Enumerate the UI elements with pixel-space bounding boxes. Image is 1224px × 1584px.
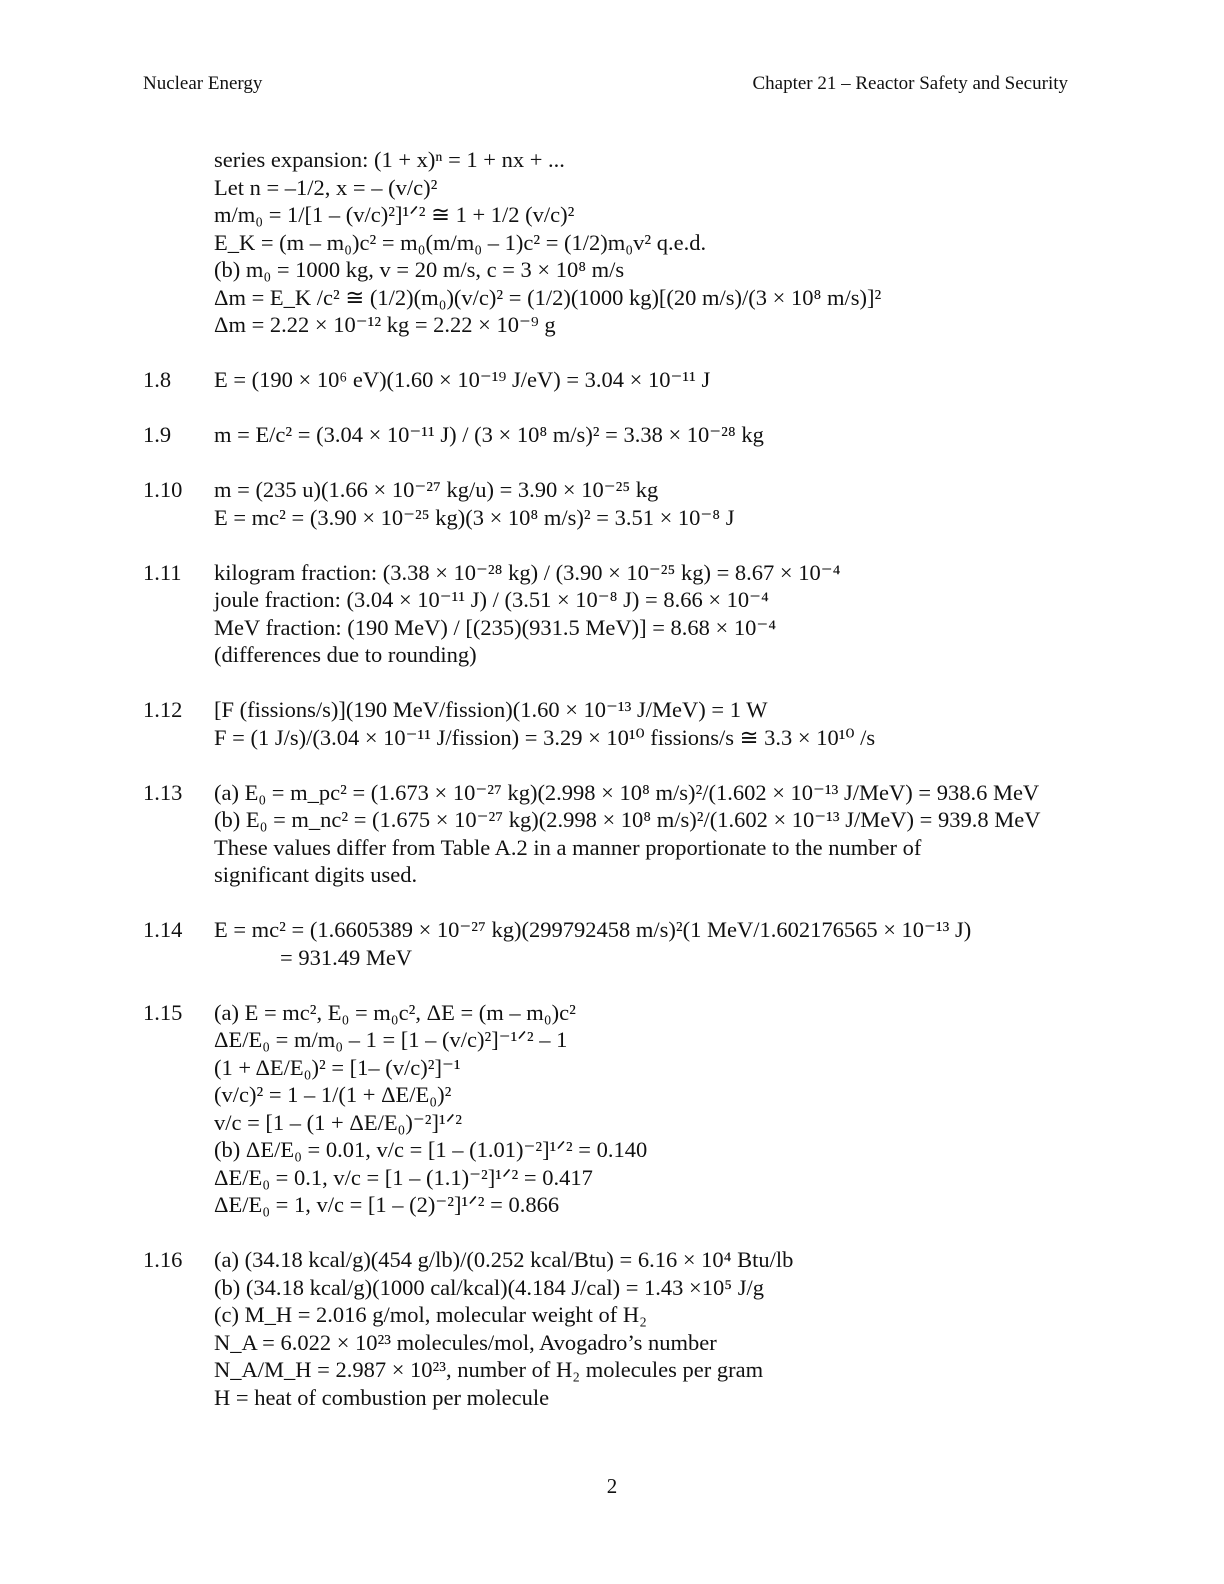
equation-line: MeV fraction: (190 MeV) / [(235)(931.5 MeV)] = 8.68 × 10⁻⁴ (214, 614, 777, 640)
equation-line: joule fraction: (3.04 × 10⁻¹¹ J) / (3.51 × 10⁻⁸ J) = 8.66 × 10⁻⁴ (214, 587, 769, 612)
problem-number: 1.16 (143, 1247, 183, 1272)
equation-line: (c) M_H = 2.016 g/mol, molecular weight of H₂ (214, 1302, 647, 1327)
equation-line: (b) E₀ = m_nc² = (1.675 × 10⁻²⁷ kg)(2.998 × 10⁸ m/s)²/(1.602 × 10⁻¹³ J/MeV) = 939.8 MeV (214, 807, 1041, 832)
problem-number: 1.10 (143, 477, 183, 502)
problem-number: 1.15 (143, 999, 183, 1025)
equation-line: ΔE/E₀ = 0.1, v/c = [1 – (1.1)⁻²]¹ᐟ² = 0.417 (214, 1164, 593, 1190)
equation-line: (v/c)² = 1 – 1/(1 + ΔE/E₀)² (214, 1082, 452, 1107)
problem-1-13 (143, 779, 1073, 889)
problem-number: 1.9 (143, 422, 172, 447)
problem-number: 1.12 (143, 697, 183, 722)
problem-number: 1.14 (143, 917, 183, 942)
equation-line: Let n = –1/2, x = – (v/c)² (214, 174, 438, 200)
equation-line: significant digits used. (214, 862, 418, 887)
equation-line: kilogram fraction: (3.38 × 10⁻²⁸ kg) / (3.90 × 10⁻²⁵ kg) = 8.67 × 10⁻⁴ (214, 559, 841, 585)
equation-line: E = mc² = (1.6605389 × 10⁻²⁷ kg)(299792458 m/s)²(1 MeV/1.602176565 × 10⁻¹³ J) (214, 917, 972, 942)
equation-line: m/m₀ = 1/[1 – (v/c)²]¹ᐟ² ≅ 1 + 1/2 (v/c)² (214, 202, 575, 227)
problem-1-9 (143, 421, 1073, 449)
problem-number: 1.13 (143, 779, 183, 805)
equation-line: (b) (34.18 kcal/g)(1000 cal/kcal)(4.184 J/cal) = 1.43 ×10⁵ J/g (214, 1274, 764, 1300)
equation-line: (differences due to rounding) (214, 642, 477, 667)
equation-line: (b) m₀ = 1000 kg, v = 20 m/s, c = 3 × 10⁸ m/s (214, 257, 625, 282)
equation-line: E = mc² = (3.90 × 10⁻²⁵ kg)(3 × 10⁸ m/s)² = 3.51 × 10⁻⁸ J (214, 504, 735, 530)
equation-line: These values differ from Table A.2 in a manner proportionate to the number of (214, 834, 922, 860)
running-header-left: Nuclear Energy (143, 73, 263, 94)
equation-line: F = (1 J/s)/(3.04 × 10⁻¹¹ J/fission) = 3.29 × 10¹⁰ fissions/s ≅ 3.3 × 10¹⁰ /s (214, 724, 876, 750)
problem-1-15 (143, 999, 1073, 1219)
equation-line: (a) E = mc², E₀ = m₀c², ΔE = (m – m₀)c² (214, 999, 576, 1025)
equation-line: Δm = E_K /c² ≅ (1/2)(m₀)(v/c)² = (1/2)(1000 kg)[(20 m/s)/(3 × 10⁸ m/s)]² (214, 284, 882, 310)
problem-number: 1.8 (143, 367, 172, 392)
problem-1-12 (143, 696, 1073, 751)
running-header-right: Chapter 21 – Reactor Safety and Security (752, 73, 1068, 94)
problem-1-8 (143, 366, 1073, 394)
equation-line: ΔE/E₀ = m/m₀ – 1 = [1 – (v/c)²]⁻¹ᐟ² – 1 (214, 1027, 568, 1052)
equation-line: (b) ΔE/E₀ = 0.01, v/c = [1 – (1.01)⁻²]¹ᐟ² = 0.140 (214, 1137, 648, 1162)
equation-line: Δm = 2.22 × 10⁻¹² kg = 2.22 × 10⁻⁹ g (214, 312, 556, 337)
equation-line: v/c = [1 – (1 + ΔE/E₀)⁻²]¹ᐟ² (214, 1109, 463, 1135)
equation-line: E_K = (m – m₀)c² = m₀(m/m₀ – 1)c² = (1/2)m₀v² q.e.d. (214, 229, 707, 255)
problem-1-11 (143, 559, 1073, 669)
equation-line: [F (fissions/s)](190 MeV/fission)(1.60 × 10⁻¹³ J/MeV) = 1 W (214, 697, 768, 722)
equation-line: H = heat of combustion per molecule (214, 1384, 550, 1410)
problem-1-7-continued (143, 146, 1073, 339)
problem-number: 1.11 (143, 559, 182, 585)
equation-line: N_A/M_H = 2.987 × 10²³, number of H₂ molecules per gram (214, 1357, 764, 1382)
equation-line: m = E/c² = (3.04 × 10⁻¹¹ J) / (3 × 10⁸ m/s)² = 3.38 × 10⁻²⁸ kg (214, 422, 764, 447)
equation-line: m = (235 u)(1.66 × 10⁻²⁷ kg/u) = 3.90 × 10⁻²⁵ kg (214, 477, 659, 502)
equation-line: (a) (34.18 kcal/g)(454 g/lb)/(0.252 kcal/Btu) = 6.16 × 10⁴ Btu/lb (214, 1247, 794, 1272)
equation-line: ΔE/E₀ = 1, v/c = [1 – (2)⁻²]¹ᐟ² = 0.866 (214, 1192, 560, 1217)
page-number: 2 (606, 1474, 618, 1498)
equation-line: (a) E₀ = m_pc² = (1.673 × 10⁻²⁷ kg)(2.998 × 10⁸ m/s)²/(1.602 × 10⁻¹³ J/MeV) = 938.6 MeV (214, 779, 1040, 805)
problem-1-10 (143, 476, 1073, 531)
equation-line: series expansion: (1 + x)ⁿ = 1 + nx + ... (214, 147, 565, 172)
problem-1-14 (143, 916, 1073, 971)
problem-1-16 (143, 1246, 1073, 1411)
solutions-body (143, 146, 1073, 1411)
equation-line: E = (190 × 10⁶ eV)(1.60 × 10⁻¹⁹ J/eV) = 3.04 × 10⁻¹¹ J (214, 367, 711, 392)
equation-line: (1 + ΔE/E₀)² = [1– (v/c)²]⁻¹ (214, 1054, 461, 1080)
equation-line: = 931.49 MeV (280, 944, 413, 970)
equation-line: N_A = 6.022 × 10²³ molecules/mol, Avogadro’s number (214, 1329, 717, 1355)
